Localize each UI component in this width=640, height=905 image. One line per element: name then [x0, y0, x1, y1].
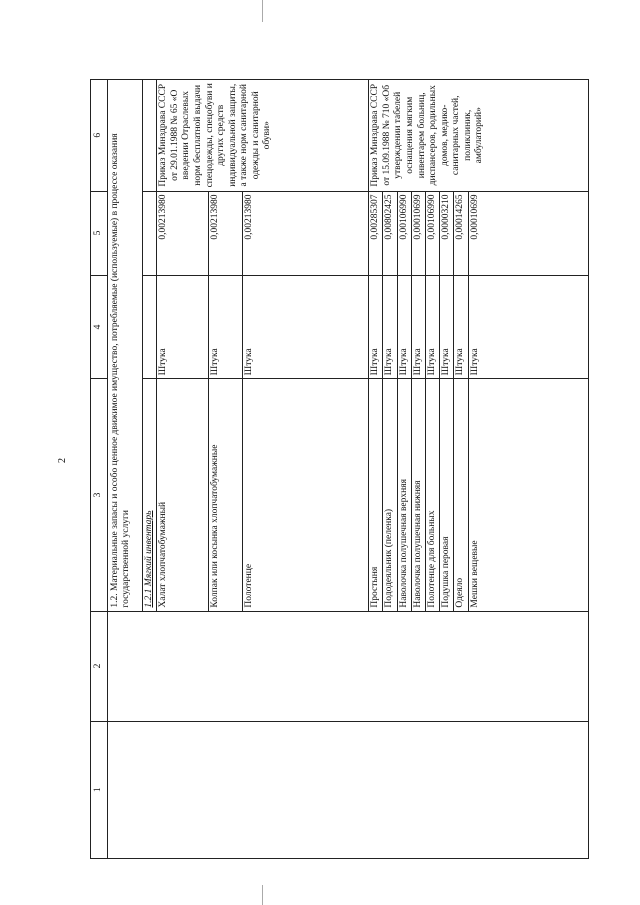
item-value: 0,00802425 [383, 191, 397, 275]
item-name: Полотенце для больных [426, 379, 440, 611]
item-unit: Штука [157, 275, 209, 379]
item-unit: Штука [411, 275, 425, 379]
header-col-2: 2 [91, 611, 108, 721]
item-unit: Штука [369, 275, 383, 379]
item-value: 0,00003210 [440, 191, 454, 275]
item-value: 0,00106990 [397, 191, 411, 275]
header-col-6: 6 [91, 80, 108, 192]
rotated-table-container [90, 79, 625, 859]
item-name: Подушка перовая [440, 379, 454, 611]
subsection-empty-4 [143, 275, 157, 379]
subsection-empty-6 [143, 80, 157, 192]
item-unit: Штука [243, 275, 369, 379]
item-name: Мешки вещевые [468, 379, 588, 611]
item-value: 0,00014265 [454, 191, 468, 275]
subsection-title: 1.2.1 Мягкий инвентарь [143, 379, 157, 611]
item-unit: Штука [454, 275, 468, 379]
item-name: Халат хлопчатобумажный [157, 379, 209, 611]
norms-table [90, 79, 589, 859]
item-name: Полотенце [243, 379, 369, 611]
header-col-1: 1 [91, 721, 108, 858]
item-value: 0,00010699 [468, 191, 588, 275]
group1-document: Приказ Минздрава СССР от 29.01.1988 № 65 «О введении Отраслевых норм бесплатной выдачи спецодежды, спецобуви и других средств индивидуальной защиты, а также норм санитарной одежды и санитарной обуви» [157, 80, 369, 192]
item-value: 0,00213980 [243, 191, 369, 275]
item-value: 0,00285307 [369, 191, 383, 275]
item-value: 0,00213980 [157, 191, 209, 275]
section-row [108, 80, 143, 859]
item-unit: Штука [383, 275, 397, 379]
item-value: 0,00010699 [411, 191, 425, 275]
subsection-empty-5 [143, 191, 157, 275]
header-col-5: 5 [91, 191, 108, 275]
item-unit: Штука [209, 275, 243, 379]
item-value: 0,00213980 [209, 191, 243, 275]
item-unit: Штука [397, 275, 411, 379]
section-title: 1.2. Материальные запасы и особо ценное движимое имущество, потребляемые (используемые) в процессе оказания государственной услуги [108, 80, 143, 612]
header-col-4: 4 [91, 275, 108, 379]
header-col-3: 3 [91, 379, 108, 611]
scan-mark-top [262, 0, 263, 22]
item-unit: Штука [440, 275, 454, 379]
item-unit: Штука [468, 275, 588, 379]
scan-mark-bottom [262, 885, 263, 905]
item-value: 0,00106990 [426, 191, 440, 275]
item-name: Наволочка полушечная верхняя [397, 379, 411, 611]
item-name: Наволочка полушечная нижняя [411, 379, 425, 611]
header-row [91, 80, 108, 859]
item-name: Простыня [369, 379, 383, 611]
item-unit: Штука [426, 275, 440, 379]
col2-empty-cell [108, 611, 589, 721]
col1-empty-cell [108, 721, 589, 858]
group2-document: Приказ Минздрава СССР от 15.09.1988 № 710 «Об утверждении табелей оснащения мягким инвентарем больниц, диспансеров, родильных домов, медико-санитарных частей, поликлиник, амбулаторий» [369, 80, 588, 192]
item-name: Колпак или косынка хлопчатобумажные [209, 379, 243, 611]
item-name: Одеяло [454, 379, 468, 611]
item-name: Пододеяльник (пеленка) [383, 379, 397, 611]
page-number: 2 [57, 458, 68, 463]
